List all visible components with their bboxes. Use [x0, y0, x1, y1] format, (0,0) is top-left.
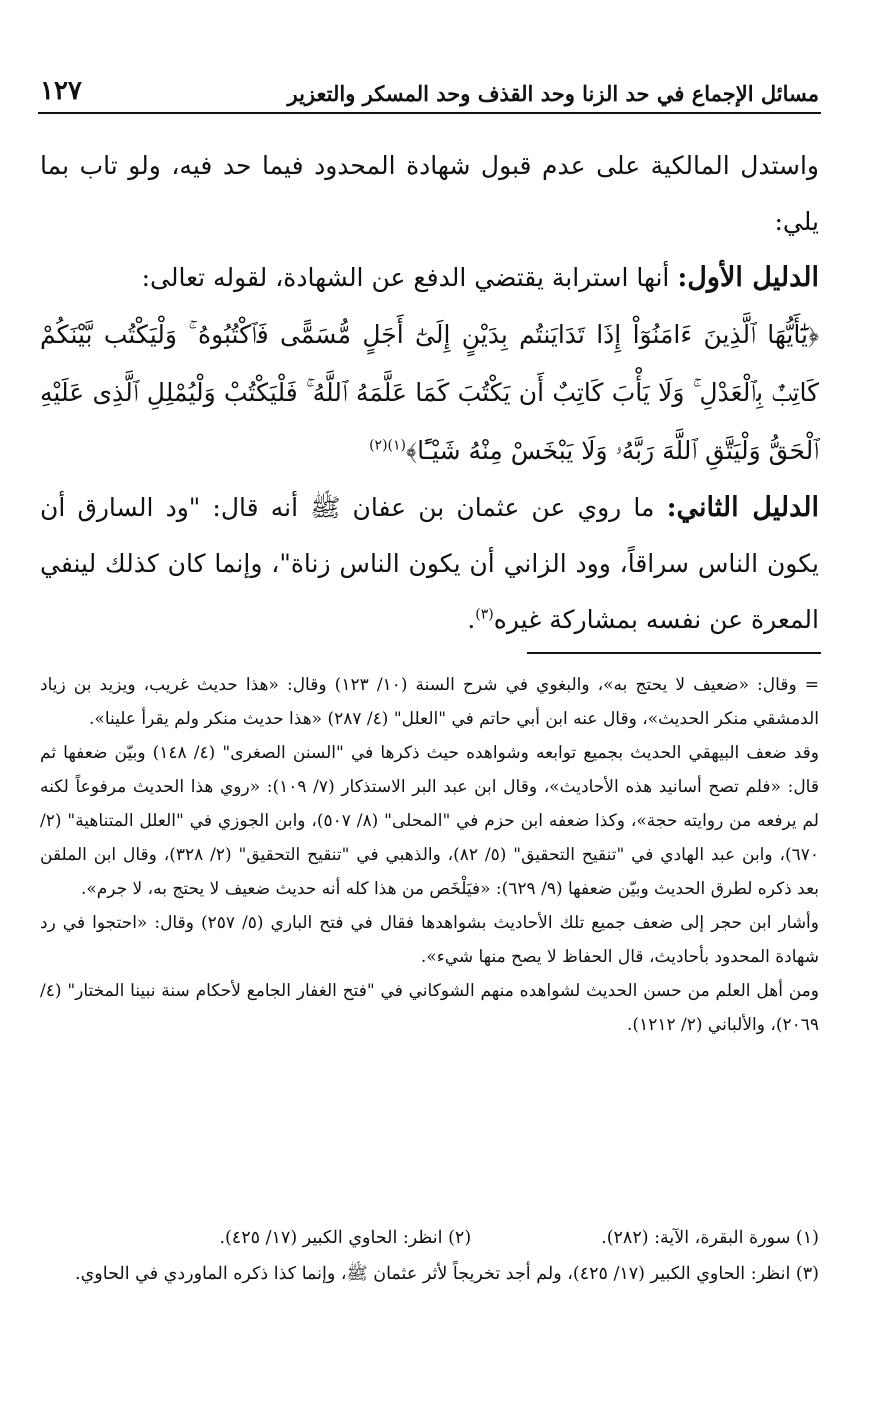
reference-2: (٢) انظر: الحاوي الكبير (١٧/ ٤٢٥). [219, 1228, 472, 1248]
page-header [40, 66, 819, 106]
footnote-paragraph: وقد ضعف البيهقي الحديث بجميع توابعه وشواهده حيث ذكرها في "السنن الصغرى" (٤/ ١٤٨) وبيّن ضعفها ثم قال: «فلم تصح أسانيد هذه الأحاديث»، وقال ابن عبد البر الاستذكار (٧/ ١٠٩): «روي هذا الحديث مرفوعاً لكنه لم يرفعه من روايته حجة»، وكذا ضعفه ابن حزم في "المحلى" (٨/ ٥٠٧)، وابن الجوزي في "العلل المتناهية" (٢/ ٦٧٠)، وابن عبد الهادي في "تنقيح التحقيق" (٥/ ٨٢)، والذهبي في "تنقيح التحقيق" (٢/ ٣٢٨)، وقال ابن الملقن بعد ذكره لطرق الحديث وبيّن ضعفها (٩/ ٦٢٩): «فيَلْخَص من هذا كله أنه حديث ضعيف لا يحتج به، لا جرم». [40, 743, 819, 899]
evidence-2-end: . [467, 605, 476, 634]
footnote-paragraph: وأشار ابن حجر إلى ضعف جميع تلك الأحاديث بشواهدها فقال في فتح الباري (٥/ ٢٥٧) وقال: «احتجوا في رد شهادة المحدود بأحاديث، قال الحفاظ لا يصح منها شيء». [40, 913, 819, 967]
footnote-rule [527, 652, 821, 654]
references-row [40, 1220, 819, 1256]
quran-footnote-refs: (١)(٢) [369, 437, 407, 454]
footnote-paragraph: ومن أهل العلم من حسن الحديث لشواهده منهم الشوكاني في "فتح الغفار الجامع لأحكام سنة نبينا المختار" (٤/ ٢٠٦٩)، والألباني (٢/ ١٢١٢). [40, 981, 819, 1035]
page-number: ١٢٧ [40, 76, 82, 106]
reference-1: (١) سورة البقرة، الآية: (٢٨٢). [601, 1228, 819, 1248]
main-text [40, 138, 819, 648]
references [40, 1220, 819, 1292]
evidence-2-label: الدليل الثاني: [666, 492, 819, 523]
footnotes [40, 668, 819, 1042]
evidence-1-label: الدليل الأول: [677, 262, 819, 293]
reference-3: (٣) انظر: الحاوي الكبير (١٧/ ٤٢٥)، ولم أجد تخريجاً لأثر عثمان ﷺ، وإنما كذا ذكره الماوردي في الحاوي. [75, 1264, 819, 1284]
running-title: مسائل الإجماع في حد الزنا وحد القذف وحد المسكر والتعزير [287, 81, 819, 106]
evidence-2-text: ما روي عن عثمان بن عفان ﷺ أنه قال: "ود السارق أن يكون الناس سراقاً، وود الزاني أن يكون الناس زناة"، وإنما كان كذلك لينفي المعرة عن نفسه بمشاركة غيره [40, 493, 819, 634]
quran-verse [40, 306, 819, 480]
evidence-1-text: أنها استرابة يقتضي الدفع عن الشهادة، لقوله تعالى: [141, 263, 670, 292]
header-rule [38, 112, 821, 114]
intro-paragraph: واستدل المالكية على عدم قبول شهادة المحدود فيما حد فيه، ولو تاب بما يلي: [40, 151, 819, 236]
evidence-1-paragraph [40, 250, 819, 306]
footnote-paragraph: = وقال: «ضعيف لا يحتج به»، والبغوي في شرح السنة (١٠/ ١٢٣) وقال: «هذا حديث غريب، ويزيد بن زياد الدمشقي منكر الحديث»، وقال عنه ابن أبي حاتم في "العلل" (٤/ ٢٨٧) «هذا حديث منكر ولم يقرأ علينا». [40, 675, 819, 729]
evidence-2-paragraph [40, 480, 819, 648]
quran-verse-text: ﴿يَٰٓأَيُّهَا ٱلَّذِينَ ءَامَنُوٓاْ إِذَا تَدَايَنتُم بِدَيْنٍ إِلَىٰٓ أَجَلٍ مُّسَمًّى فَٱكْتُبُوهُ ۚ وَلْيَكْتُب بَّيْنَكُمْ كَاتِبٌۢ بِٱلْعَدْلِ ۚ وَلَا يَأْبَ كَاتِبٌ أَن يَكْتُبَ كَمَا عَلَّمَهُ ٱللَّهُ ۚ فَلْيَكْتُبْ وَلْيُمْلِلِ ٱلَّذِى عَلَيْهِ ٱلْحَقُّ وَلْيَتَّقِ ٱللَّهَ رَبَّهُۥ وَلَا يَبْخَسْ مِنْهُ شَيْـًٔا﴾ [40, 320, 819, 465]
evidence-2-footnote-ref: (٣) [475, 606, 494, 623]
